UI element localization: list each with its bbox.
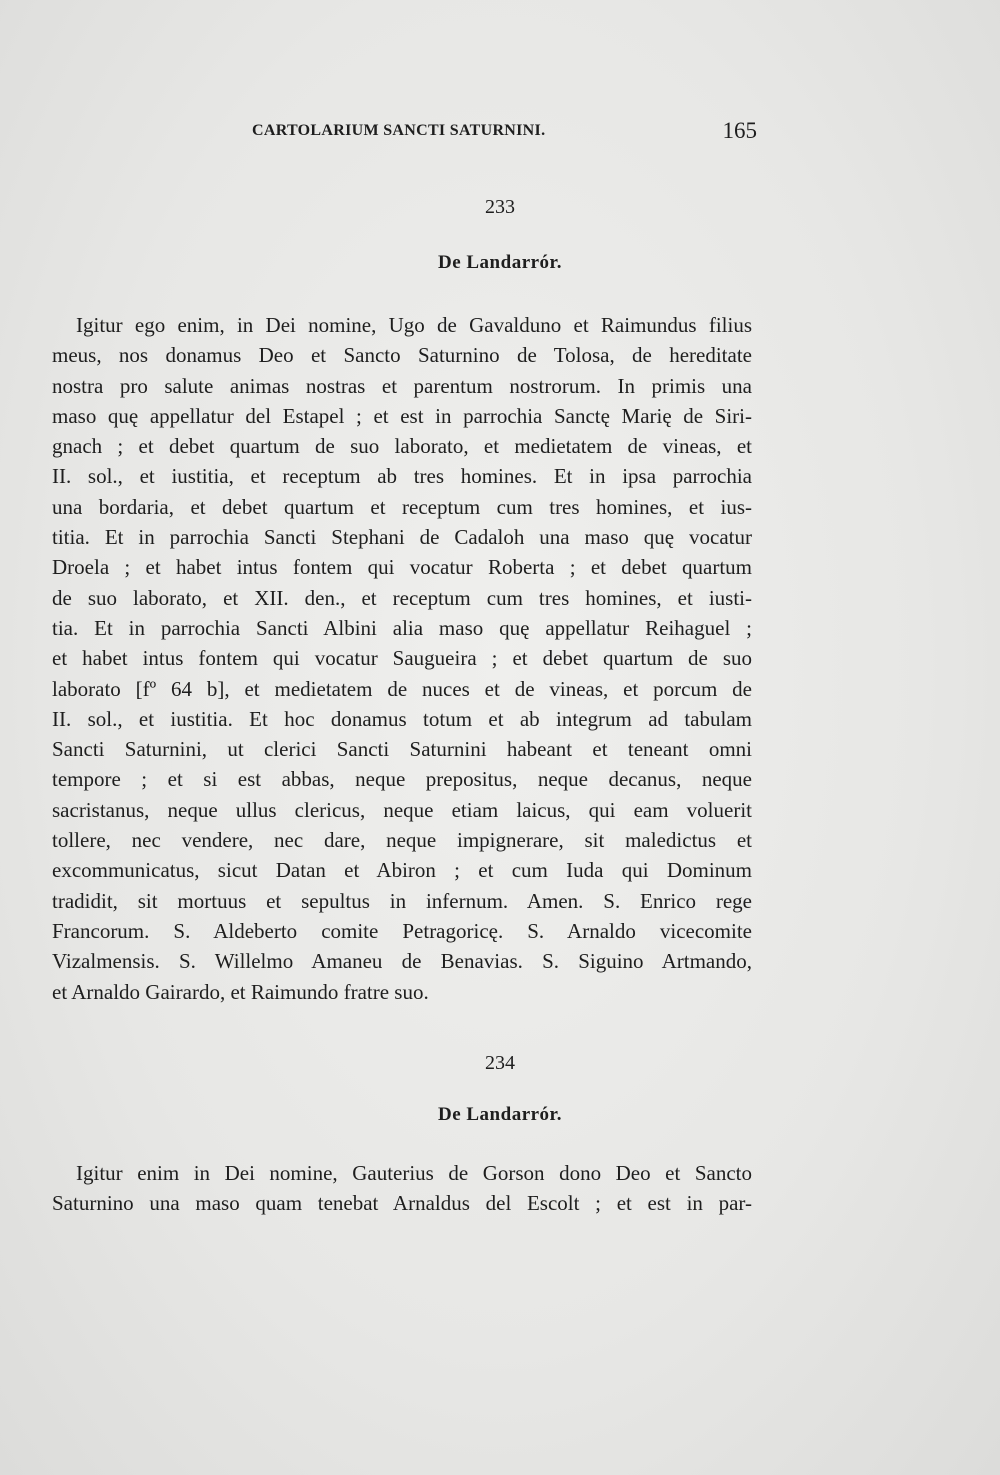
text-line: excommunicatus, sicut Datan et Abiron ; et cum Iuda qui Dominum	[52, 858, 752, 883]
text-line: et Arnaldo Gairardo, et Raimundo fratre suo.	[52, 979, 429, 1004]
text-line: Francorum. S. Aldeberto comite Petragoricę. S. Arnaldo vicecomite	[52, 918, 752, 943]
charter-title: De Landarrór.	[437, 252, 563, 273]
charter-number: 233	[485, 196, 515, 218]
text-line: tia. Et in parrochia Sancti Albini alia maso quę appellatur Reihaguel ;	[52, 615, 752, 640]
text-line: tollere, nec vendere, nec dare, neque impignerare, sit maledictus et	[52, 828, 752, 853]
charter-text	[52, 310, 752, 1007]
text-line: nostra pro salute animas nostras et parentum nostrorum. In primis una	[52, 373, 752, 398]
text-line: Vizalmensis. S. Willelmo Amaneu de Benavias. S. Siguino Artmando,	[52, 949, 752, 974]
charter-title: De Landarrór.	[437, 1104, 563, 1125]
text-line: Saturnino una maso quam tenebat Arnaldus del Escolt ; et est in par-	[52, 1191, 752, 1216]
text-line: titia. Et in parrochia Sancti Stephani de Cadaloh una maso quę vocatur	[52, 525, 752, 550]
page-number: 165	[722, 118, 757, 143]
running-title: CARTOLARIUM SANCTI SATURNINI.	[252, 122, 546, 139]
text-line: II. sol., et iustitia, et receptum ab tres homines. Et in ipsa parrochia	[52, 464, 752, 489]
text-line: II. sol., et iustitia. Et hoc donamus totum et ab integrum ad tabulam	[52, 706, 752, 731]
page-header	[252, 118, 757, 152]
text-line: meus, nos donamus Deo et Sancto Saturnino de Tolosa, de hereditate	[52, 343, 752, 368]
text-line: gnach ; et debet quartum de suo laborato, et medietatem de vineas, et	[52, 434, 752, 459]
text-line: maso quę appellatur del Estapel ; et est in parrochia Sanctę Marię de Siri-	[52, 403, 752, 428]
text-line: tempore ; et si est abbas, neque prepositus, neque decanus, neque	[52, 767, 752, 792]
text-line: et habet intus fontem qui vocatur Saugueira ; et debet quartum de suo	[52, 646, 752, 671]
charter-number: 234	[485, 1052, 515, 1074]
text-line: Igitur enim in Dei nomine, Gauterius de Gorson dono Deo et Sancto	[76, 1161, 752, 1185]
charter-text	[52, 1158, 752, 1219]
text-line: sacristanus, neque ullus clericus, neque etiam laicus, qui eam voluerit	[52, 797, 752, 822]
text-line: laborato [fº 64 b], et medietatem de nuces et de vineas, et porcum de	[52, 676, 752, 701]
text-line: una bordaria, et debet quartum et receptum cum tres homines, et ius-	[52, 494, 752, 519]
text-line: tradidit, sit mortuus et sepultus in infernum. Amen. S. Enrico rege	[52, 888, 752, 913]
text-line: Droela ; et habet intus fontem qui vocatur Roberta ; et debet quartum	[52, 555, 752, 580]
text-line: Sancti Saturnini, ut clerici Sancti Saturnini habeant et teneant omni	[52, 737, 752, 762]
text-line: de suo laborato, et XII. den., et receptum cum tres homines, et iusti-	[52, 585, 752, 610]
text-line: Igitur ego enim, in Dei nomine, Ugo de Gavalduno et Raimundus filius	[76, 313, 752, 337]
